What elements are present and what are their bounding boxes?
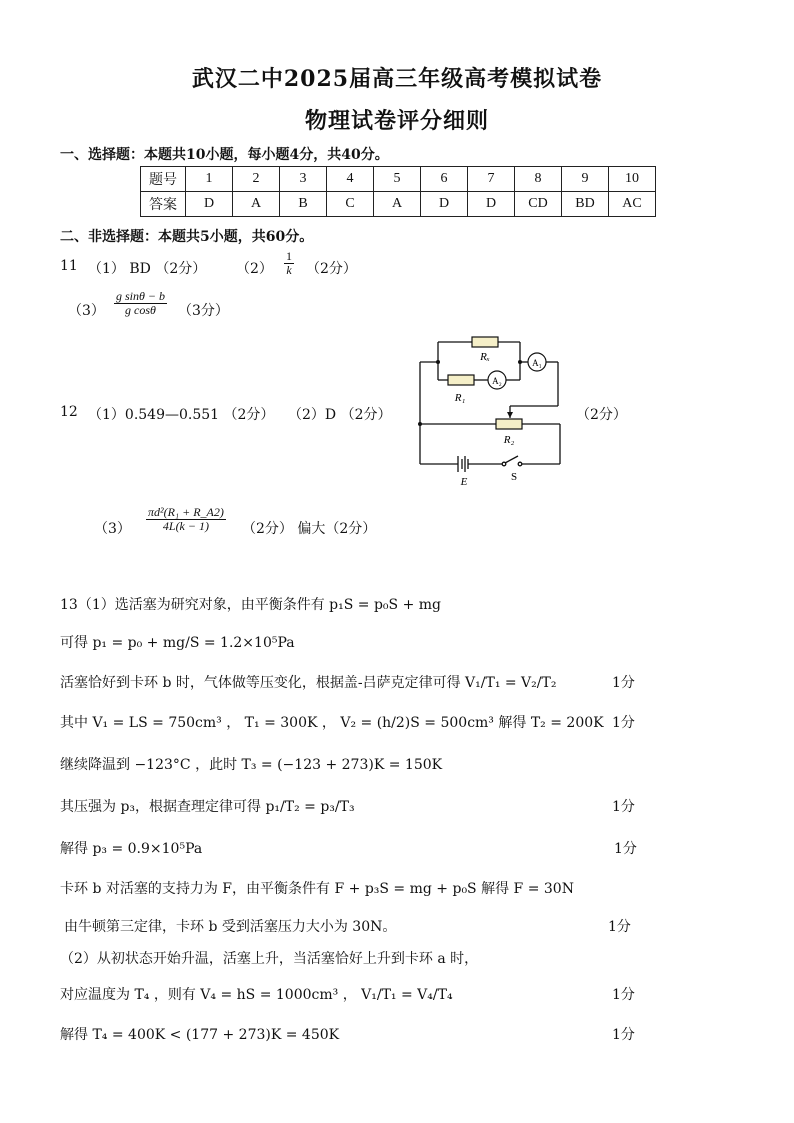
label-r1: R₁	[454, 392, 466, 404]
question-number: 6	[421, 167, 468, 192]
circuit-diagram	[410, 330, 570, 490]
q11-part3-fraction	[112, 290, 169, 317]
answer-cell: B	[280, 192, 327, 217]
answer-cell: CD	[515, 192, 562, 217]
slider-arrow-icon	[507, 412, 513, 418]
answer-cell: D	[468, 192, 515, 217]
fraction-numerator: g sinθ − b	[116, 289, 165, 303]
q13-line-6: 其压强为 p₃，根据查理定律可得 p₁/T₂ = p₃/T₃	[60, 799, 355, 815]
q12-part1: （1）0.549—0.551 （2分）	[88, 407, 275, 423]
q13-line-9: 由牛顿第三定律，卡环 b 受到活塞压力大小为 30N。	[64, 919, 397, 935]
answer-cell: AC	[609, 192, 656, 217]
table-row-numbers	[141, 167, 656, 192]
answer-cell: A	[233, 192, 280, 217]
answer-cell: C	[327, 192, 374, 217]
fraction-denominator: k	[286, 263, 292, 277]
resistor-rx	[472, 337, 498, 347]
q13-line-2: 可得 p₁ = p₀ + mg/S = 1.2×10⁵Pa	[60, 635, 295, 651]
answer-cell: D	[421, 192, 468, 217]
answer-cell: A	[374, 192, 421, 217]
page-subtitle: 物理试卷评分细则	[304, 108, 489, 134]
section-1-heading: 一、选择题：本题共10小题，每小题4分，共40分。	[60, 147, 389, 163]
label-a2: A₂	[492, 376, 502, 386]
row-label: 题号	[141, 167, 186, 192]
q11-part3-points: （3分）	[178, 303, 229, 319]
question-number: 7	[468, 167, 515, 192]
resistor-r2	[496, 419, 522, 429]
points-badge: 1分	[612, 1027, 635, 1043]
q11-part1: （1） BD （2分）	[88, 261, 207, 277]
answer-cell: D	[186, 192, 233, 217]
battery-icon	[458, 456, 468, 472]
fraction-numerator: 1	[286, 249, 292, 263]
label-s: S	[510, 471, 518, 483]
q13-line-4: 其中 V₁ = LS = 750cm³ ， T₁ = 300K ， V₂ = (h/2)S = 500cm³ 解得 T₂ = 200K	[60, 715, 604, 731]
q11-part2-fraction	[282, 250, 296, 277]
q13-line-7: 解得 p₃ = 0.9×10⁵Pa	[60, 841, 203, 857]
question-number: 4	[327, 167, 374, 192]
q11-label: 11	[60, 258, 78, 274]
question-number: 10	[609, 167, 656, 192]
page-title: 武汉二中2025届高三年级高考模拟试卷	[191, 66, 603, 92]
q13-line-10: （2）从初状态开始升温，活塞上升，当活塞恰好上升到卡环 a 时，	[60, 951, 479, 967]
points-badge: 1分	[612, 987, 635, 1003]
q13-line-8: 卡环 b 对活塞的支持力为 F，由平衡条件有 F + p₃S = mg + p₀S 解得 F = 30N	[60, 881, 574, 897]
q12-part3-points: （2分） 偏大（2分）	[242, 521, 377, 537]
label-rx: Rₓ	[480, 351, 490, 363]
label-a1: A₁	[532, 358, 542, 368]
q12-part2: （2）D （2分）	[288, 407, 392, 423]
q12-part3-fraction	[144, 506, 228, 533]
section-2-heading: 二、非选择题：本题共5小题，共60分。	[60, 229, 314, 245]
points-badge: 1分	[608, 919, 631, 935]
answer-table	[140, 166, 656, 217]
fraction-denominator: g cosθ	[125, 303, 156, 317]
label-e: E	[460, 476, 468, 488]
points-badge: 1分	[612, 715, 635, 731]
table-row-answers	[141, 192, 656, 217]
q11-part2-points: （2分）	[306, 261, 357, 277]
question-number: 9	[562, 167, 609, 192]
q11-part2-prefix: （2）	[236, 261, 273, 277]
answer-cell: BD	[562, 192, 609, 217]
question-number: 2	[233, 167, 280, 192]
question-number: 5	[374, 167, 421, 192]
points-badge: 1分	[612, 675, 635, 691]
q12-circuit-points: （2分）	[576, 407, 627, 423]
row-label: 答案	[141, 192, 186, 217]
q13-line-12: 解得 T₄ = 400K < (177 + 273)K = 450K	[60, 1027, 340, 1043]
q12-label: 12	[60, 404, 78, 420]
q13-line-3: 活塞恰好到卡环 b 时，气体做等压变化，根据盖-吕萨克定律可得 V₁/T₁ = V₂/T₂	[60, 675, 557, 691]
q13-line-1: 13（1）选活塞为研究对象，由平衡条件有 p₁S = p₀S + mg	[60, 597, 441, 613]
q13-line-5: 继续降温到 −123°C ，此时 T₃ = (−123 + 273)K = 150K	[60, 757, 443, 773]
q11-part3-prefix: （3）	[68, 303, 105, 319]
question-number: 8	[515, 167, 562, 192]
question-number: 1	[186, 167, 233, 192]
label-r2: R₂	[503, 434, 515, 446]
resistor-r1	[448, 375, 474, 385]
q13-line-11: 对应温度为 T₄ ，则有 V₄ = hS = 1000cm³ ， V₁/T₁ = V₄/T₄	[60, 987, 453, 1003]
points-badge: 1分	[612, 799, 635, 815]
fraction-numerator: πd²(R₁ + R_A2)	[148, 505, 224, 519]
points-badge: 1分	[614, 841, 637, 857]
fraction-denominator: 4L(k − 1)	[162, 519, 209, 533]
q12-part3-prefix: （3）	[94, 521, 131, 537]
switch-icon	[502, 456, 522, 466]
question-number: 3	[280, 167, 327, 192]
